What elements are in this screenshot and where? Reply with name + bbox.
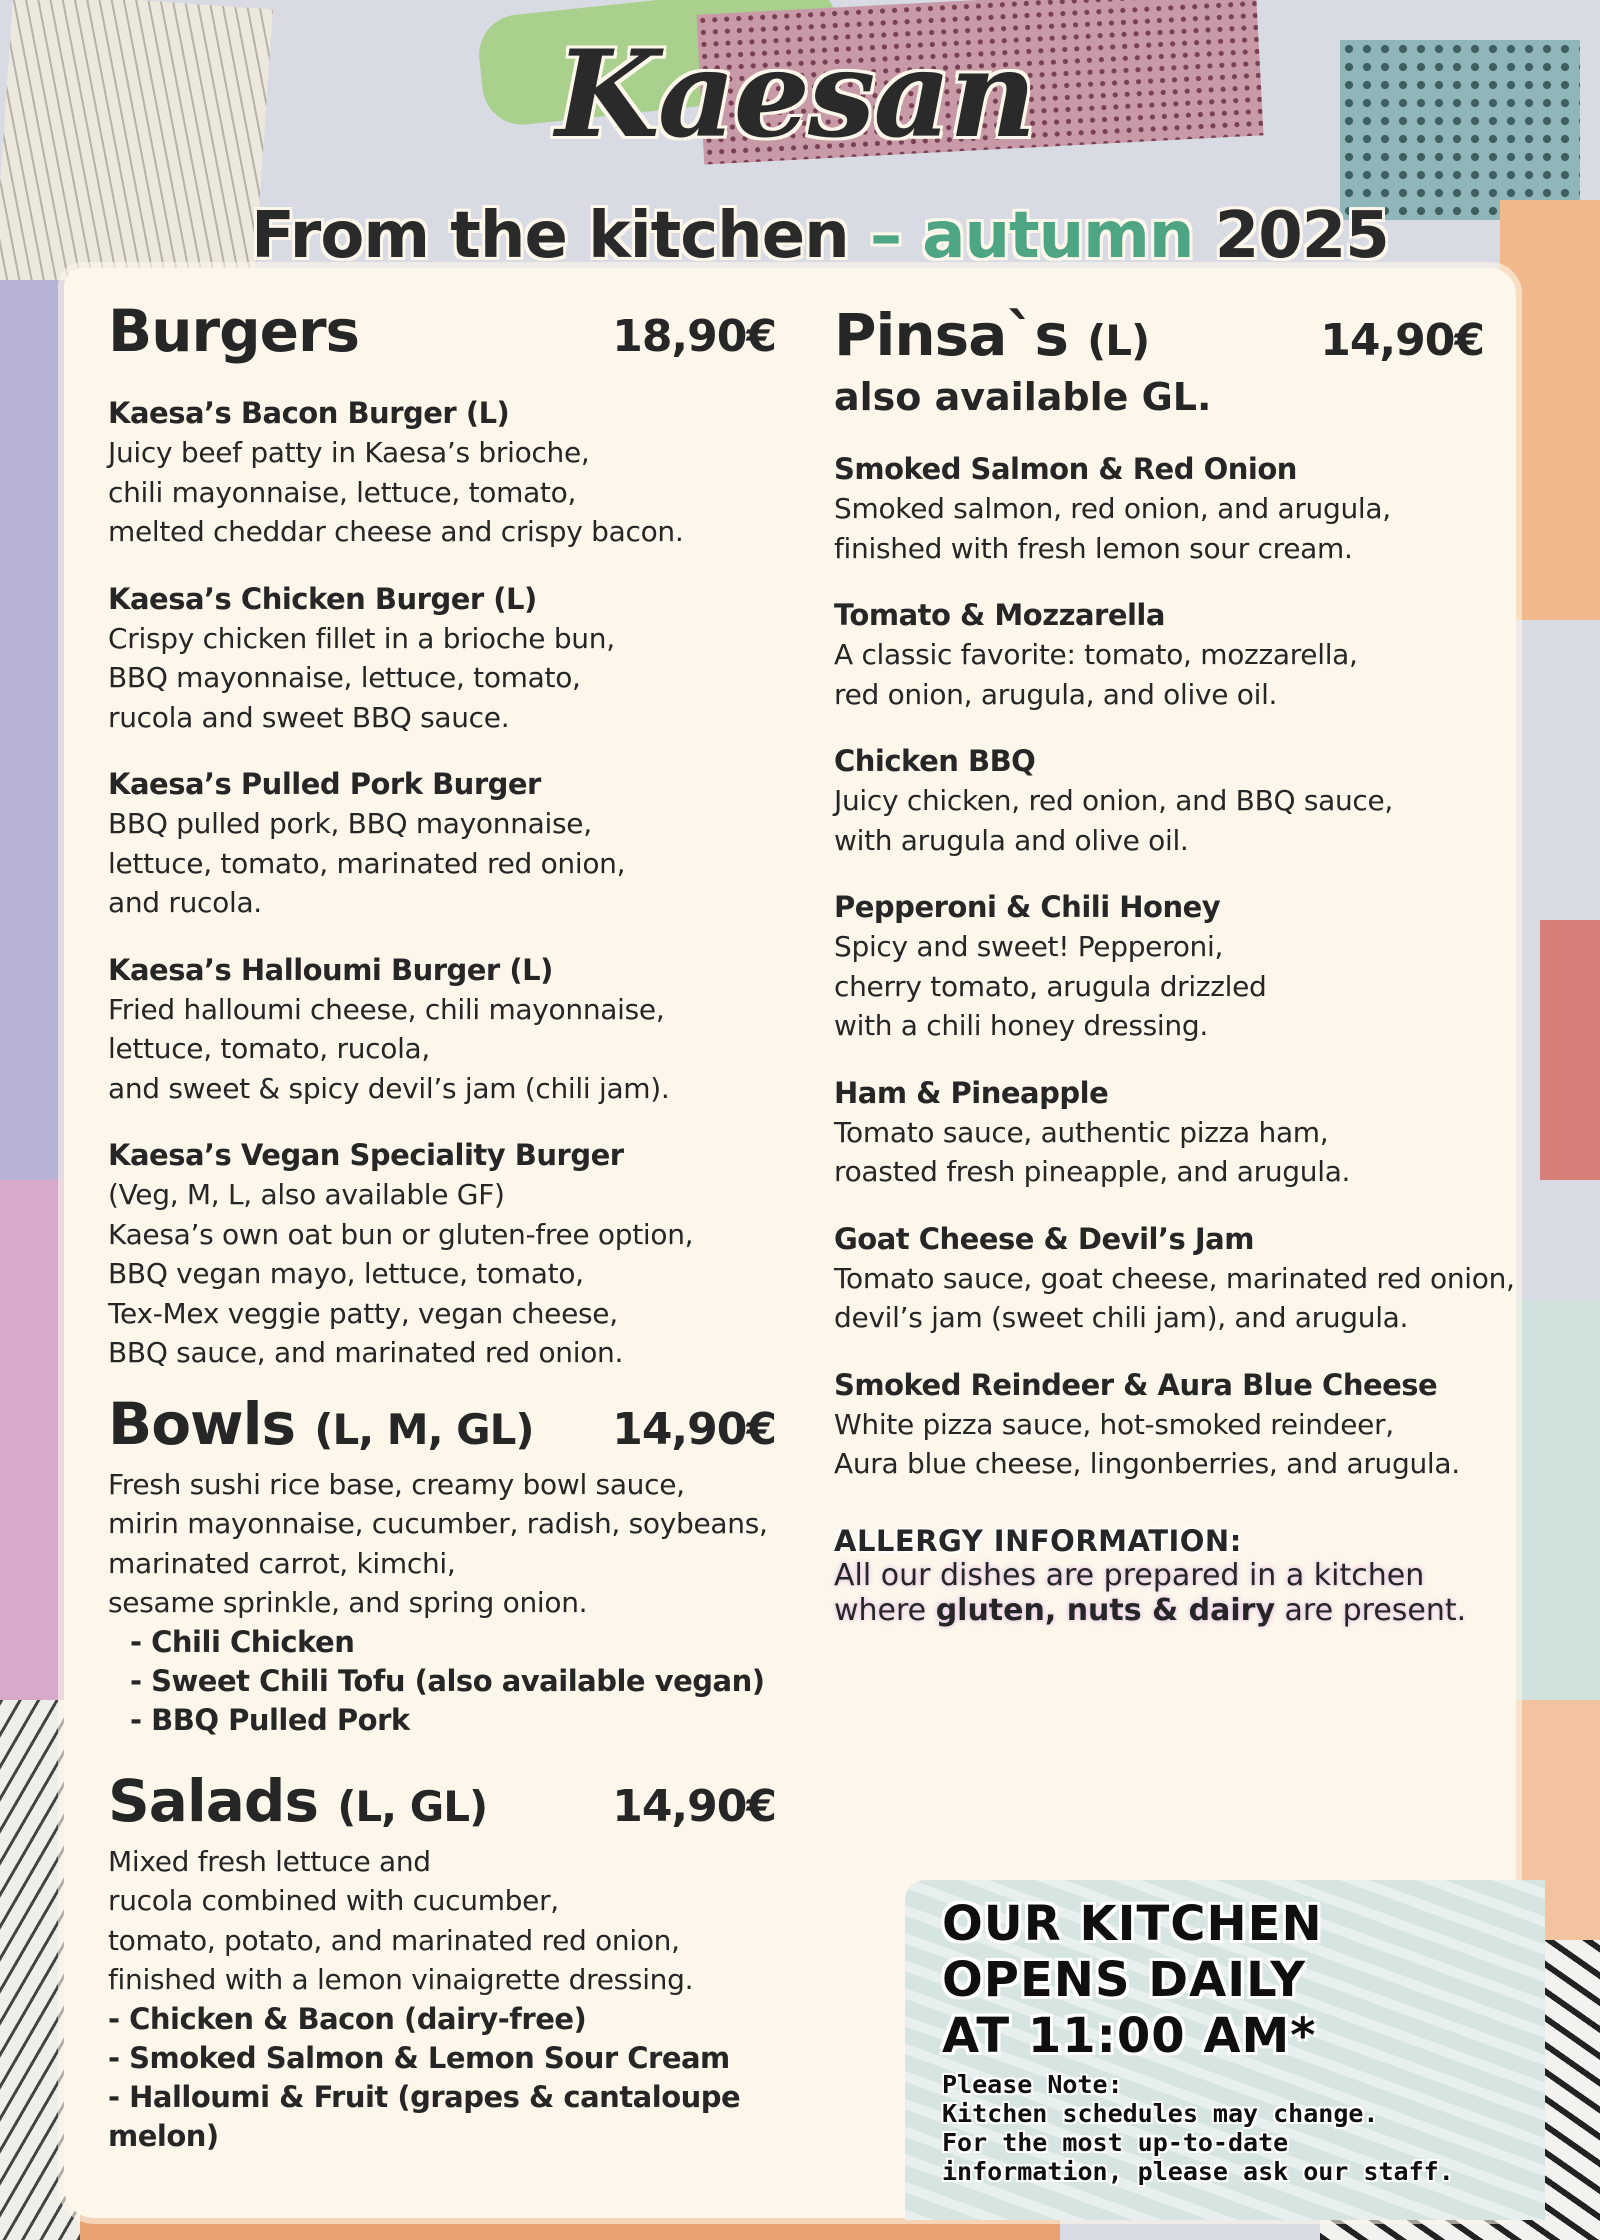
menu-item — [108, 580, 828, 738]
left-column — [108, 296, 828, 2156]
salads-title — [108, 1766, 487, 1842]
bowls-description: Fresh sushi rice base, creamy bowl sauce, mirin mayonnaise, cucumber, radish, soybeans, marinated carrot, kimchi, sesame sprinkle, and spring onion. — [108, 1467, 768, 1619]
burgers-section — [108, 296, 828, 1373]
subtitle-year: 2025 — [1193, 199, 1389, 273]
item-description: Juicy chicken, red onion, and BBQ sauce, with arugula and olive oil. — [834, 784, 1394, 857]
salads-price: 14,90€ — [612, 1780, 776, 1832]
bowls-title — [108, 1389, 534, 1465]
item-description: (Veg, M, L, also available GF) Kaesa’s own oat bun or gluten-free option, BBQ vegan mayo, lettuce, tomato, Tex-Mex veggie patty, vegan cheese, BBQ sauce, and marinated red onion. — [108, 1178, 694, 1369]
menu-item — [834, 1074, 1564, 1192]
item-description: Smoked salmon, red onion, and arugula, finished with fresh lemon sour cream. — [834, 492, 1391, 565]
menu-subtitle — [0, 196, 1600, 276]
brand-logo: Kaesan — [555, 24, 1035, 165]
menu-item — [834, 596, 1564, 714]
menu-item — [834, 742, 1564, 860]
item-name: Kaesa’s Vegan Speciality Burger — [108, 1138, 624, 1172]
spacer — [834, 420, 1564, 450]
menu-item — [834, 1366, 1564, 1484]
pinsas-subtitle: also available GL. — [834, 375, 1212, 419]
item-name: Chicken BBQ — [834, 744, 1036, 778]
salads-options — [108, 2000, 828, 2156]
subtitle-accent: – autumn — [869, 199, 1194, 273]
list-item: - BBQ Pulled Pork — [130, 1702, 410, 1737]
item-name: Kaesa’s Pulled Pork Burger — [108, 767, 541, 801]
menu-item — [108, 951, 828, 1109]
menu-item — [834, 450, 1564, 568]
item-description: Tomato sauce, goat cheese, marinated red onion, devil’s jam (sweet chili jam), and arugula. — [834, 1261, 1515, 1334]
burgers-header — [108, 296, 828, 366]
item-name: Smoked Reindeer & Aura Blue Cheese — [834, 1367, 1438, 1402]
menu-item — [834, 1220, 1564, 1338]
salads-title-text: Salads — [108, 1766, 318, 1835]
bowls-tags: (L, M, GL) — [314, 1404, 534, 1454]
menu-item — [834, 888, 1564, 1046]
item-description: BBQ pulled pork, BBQ mayonnaise, lettuce, tomato, marinated red onion, and rucola. — [108, 807, 626, 919]
allergy-text — [834, 1558, 1564, 1628]
burgers-title: Burgers — [108, 297, 360, 365]
item-name: Goat Cheese & Devil’s Jam — [834, 1221, 1254, 1256]
salads-description: Mixed fresh lettuce and rucola combined with cucumber, tomato, potato, and marinated red onion, finished with a lemon vinaigrette dressing. — [108, 1844, 694, 1996]
bowls-options — [108, 1623, 828, 1740]
pinsas-title-text: Pinsa`s — [834, 301, 1068, 369]
pinsas-header — [834, 300, 1564, 376]
item-name: Kaesa’s Bacon Burger (L) — [108, 396, 510, 430]
item-name: Tomato & Mozzarella — [834, 598, 1165, 632]
item-description: White pizza sauce, hot-smoked reindeer, Aura blue cheese, lingonberries, and arugula. — [834, 1407, 1460, 1480]
item-description: Fried halloumi cheese, chili mayonnaise, lettuce, tomato, rucola, and sweet & spicy devil’s jam (chili jam). — [108, 992, 670, 1105]
bowls-title-text: Bowls — [108, 1389, 296, 1458]
item-name: Pepperoni & Chili Honey — [834, 890, 1221, 924]
item-description: Tomato sauce, authentic pizza ham, roasted fresh pineapple, and arugula. — [834, 1115, 1351, 1188]
right-column — [834, 300, 1564, 1628]
item-name: Smoked Salmon & Red Onion — [834, 452, 1297, 486]
bowls-section — [108, 1389, 828, 1740]
bowls-header — [108, 1389, 828, 1465]
salads-header — [108, 1766, 828, 1842]
kitchen-note: Please Note: Kitchen schedules may change. For the most up-to-date information, please ask our staff. — [942, 2070, 1454, 2186]
pinsas-section — [834, 300, 1564, 1484]
allergy-text-1: All our dishes are prepared in a kitchen where — [834, 1557, 1425, 1628]
teal-scrap — [1340, 40, 1580, 220]
salads-section — [108, 1766, 828, 2156]
item-description: Spicy and sweet! Pepperoni, cherry tomato, arugula drizzled with a chili honey dressing. — [834, 930, 1267, 1042]
list-item: - Smoked Salmon & Lemon Sour Cream — [108, 2040, 730, 2075]
pinsas-price: 14,90€ — [1320, 315, 1484, 366]
subtitle-main: From the kitchen — [251, 199, 870, 273]
allergy-info — [834, 1524, 1564, 1628]
menu-item — [108, 1136, 828, 1373]
bowls-price: 14,90€ — [612, 1403, 776, 1455]
list-item: - Chicken & Bacon (dairy-free) — [108, 2001, 587, 2036]
kitchen-notice — [942, 1896, 1562, 2186]
item-description: A classic favorite: tomato, mozzarella, red onion, arugula, and olive oil. — [834, 638, 1358, 711]
item-name: Kaesa’s Halloumi Burger (L) — [108, 952, 553, 987]
item-name: Ham & Pineapple — [834, 1075, 1109, 1110]
allergy-text-bold: gluten, nuts & dairy — [935, 1592, 1276, 1628]
list-item: - Chili Chicken — [130, 1624, 355, 1659]
pinsas-tags: (L) — [1087, 316, 1150, 365]
pinsas-title — [834, 300, 1149, 376]
list-item: - Sweet Chili Tofu (also available vegan) — [130, 1663, 765, 1698]
menu-item — [108, 765, 828, 923]
allergy-title: ALLERGY INFORMATION: — [834, 1523, 1242, 1558]
salads-tags: (L, GL) — [337, 1781, 488, 1831]
item-description: Juicy beef patty in Kaesa’s brioche, chili mayonnaise, lettuce, tomato, melted cheddar cheese and crispy bacon. — [108, 436, 684, 548]
burgers-price: 18,90€ — [612, 311, 776, 362]
menu-item — [108, 394, 828, 552]
item-name: Kaesa’s Chicken Burger (L) — [108, 581, 537, 616]
list-item: - Halloumi & Fruit (grapes & cantaloupe melon) — [108, 2079, 741, 2153]
item-description: Crispy chicken fillet in a brioche bun, BBQ mayonnaise, lettuce, tomato, rucola and sweet BBQ sauce. — [108, 621, 615, 734]
allergy-text-2: are present. — [1275, 1592, 1467, 1628]
kitchen-hours-headline: OUR KITCHEN OPENS DAILY AT 11:00 AM* — [942, 1896, 1323, 2064]
